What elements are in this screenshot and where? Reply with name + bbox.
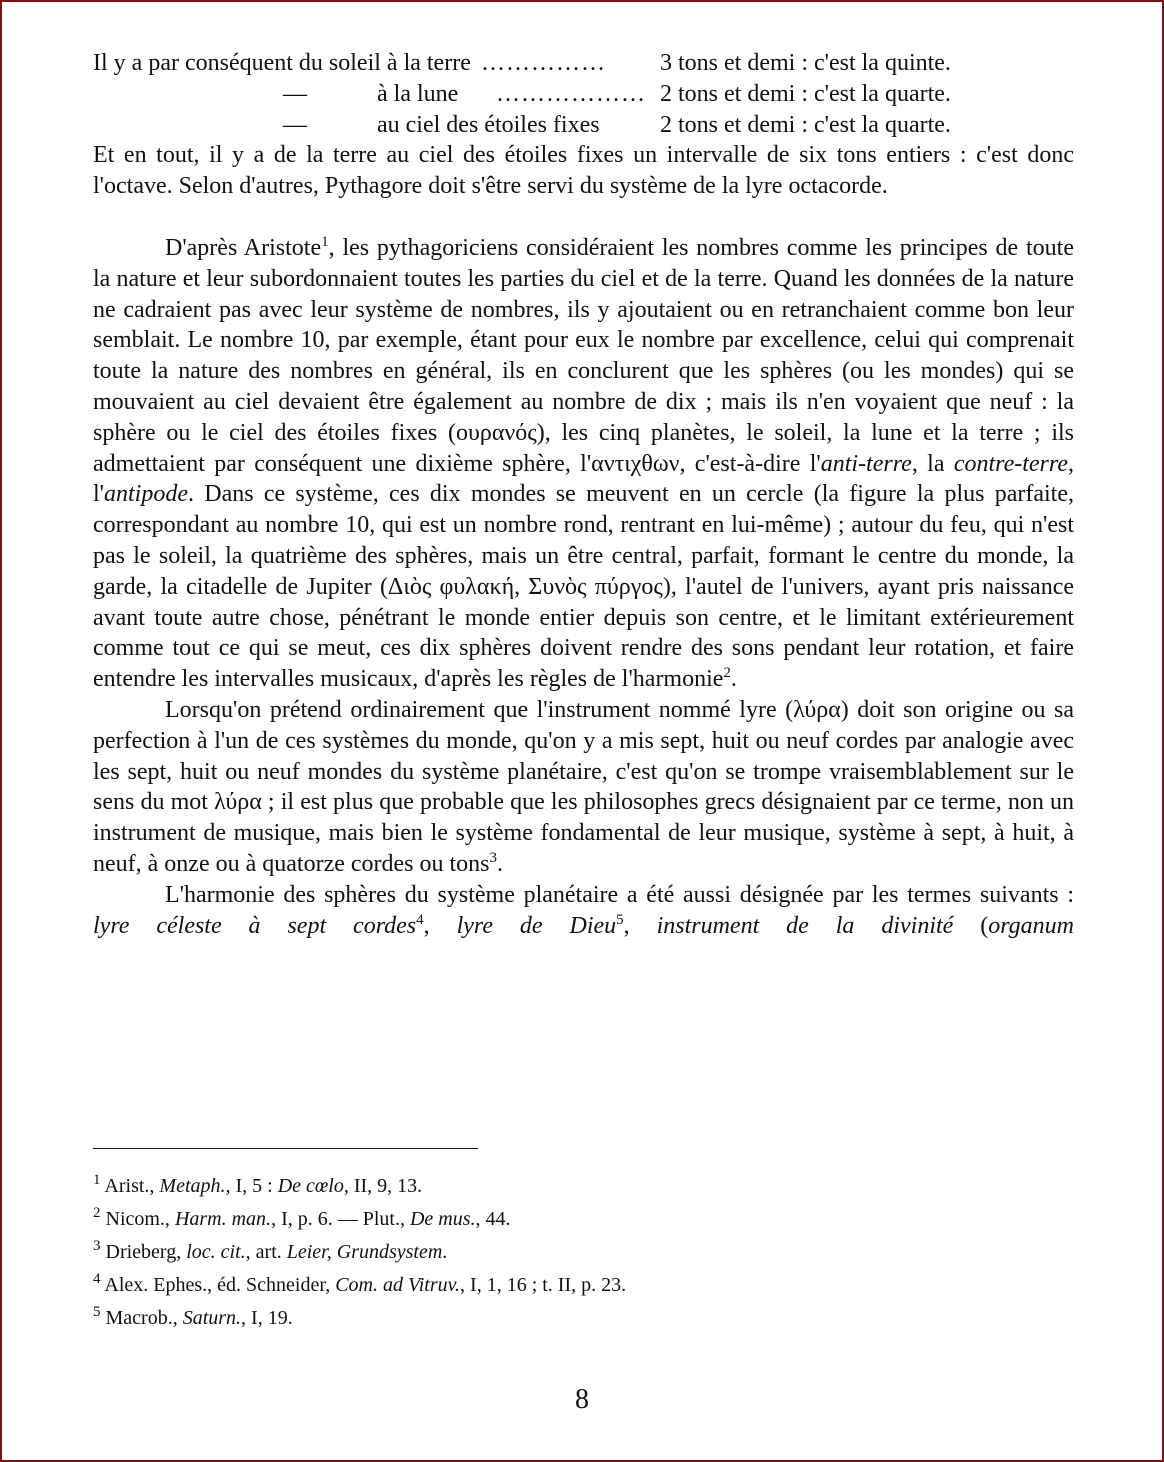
text-run: , 44. <box>475 1208 511 1230</box>
text-run: Drieberg, <box>105 1241 187 1263</box>
text-run: , I, 19. <box>241 1307 293 1329</box>
footnote-number: 3 <box>93 1238 101 1254</box>
paragraph-lyre <box>93 695 1074 880</box>
text-run: , I, p. 6. — Plut., <box>271 1208 410 1230</box>
footnotes <box>93 1170 993 1335</box>
interval-row-etoiles <box>93 110 1074 141</box>
footnote-5 <box>93 1302 993 1335</box>
paragraph-harmonie <box>93 880 1074 942</box>
footnote-2 <box>93 1203 993 1236</box>
text-run: Nicom., <box>105 1208 175 1230</box>
text-run: L'harmonie des sphères du système planétaire a été aussi désignée par les termes suivants : <box>165 881 1074 908</box>
italic-term: organum <box>988 912 1075 939</box>
text-run: , I, 5 : <box>225 1175 278 1197</box>
footnote-3 <box>93 1236 993 1269</box>
leader-dots: ……………… <box>496 80 646 107</box>
italic-term: contre-terre <box>953 450 1068 477</box>
italic-term: Harm. man. <box>174 1208 272 1230</box>
page-number: 8 <box>575 1384 589 1415</box>
footnote-1 <box>93 1170 993 1203</box>
interval-destination: au ciel des étoiles fixes <box>377 111 600 138</box>
paragraph-octave: Et en tout, il y a de la terre au ciel des étoiles fixes un intervalle de six tons entiers : c'est donc l'octave. Selon d'autres, Pythagore doit s'être servi du système de la lyre octacorde. <box>93 142 1074 200</box>
italic-term: lyre de Dieu <box>456 912 617 939</box>
ditto-dash: — <box>283 111 307 138</box>
text-run: . <box>442 1241 448 1263</box>
italic-term: instrument de la divinité <box>656 912 954 939</box>
italic-term: lyre céleste à sept cordes <box>93 912 417 939</box>
text-run: , la <box>911 450 954 477</box>
italic-term: Metaph. <box>159 1175 226 1197</box>
italic-term: Com. ad Vitruv. <box>335 1274 461 1296</box>
paragraph-aristote <box>93 233 1074 695</box>
footnote-number: 4 <box>93 1271 101 1287</box>
italic-term: antipode <box>104 481 188 508</box>
text-run: . <box>730 666 737 693</box>
text-run: , I, 1, 16 ; t. II, p. 23. <box>460 1274 627 1296</box>
footnote-number: 5 <box>93 1304 101 1320</box>
text-run: . Dans ce système, ces dix mondes se meuvent en un cercle (la figure la plus parfaite, correspondant au nombre 10, qui est un nombre rond, rentrant en lui-même) ; autour du feu, qui n'est pas le soleil, la quatrième des sphères, mais un être central, parfait, formant le centre du monde, la garde, la citadelle de Jupiter (Διὸς φυλακή, Συνὸς πύργος), l'autel de l'univers, ayant pris naissance avant toute autre chose, pénétrant le monde entier depuis son centre, et le limitant extérieurement comme tout ce qui se meut, ces dix sphères doivent rendre des sons pendant leur rotation, et faire entendre les intervalles musicaux, d'après les règles de l'harmonie <box>93 481 1074 693</box>
footnote-divider <box>93 1148 478 1149</box>
italic-term: De mus. <box>409 1208 476 1230</box>
italic-term: Saturn. <box>182 1307 242 1329</box>
text-run: Alex. Ephes., éd. Schneider, <box>104 1274 336 1296</box>
text-run: D'après Aristote <box>165 234 322 261</box>
interval-result: 2 tons et demi : c'est la quarte. <box>660 80 951 107</box>
text-run: Macrob., <box>105 1307 183 1329</box>
text-run: , II, 9, 13. <box>343 1175 423 1197</box>
text-run: , l' <box>93 450 1074 508</box>
text-run: , <box>423 912 457 939</box>
footnote-number: 2 <box>93 1205 101 1221</box>
interval-destination: à la lune <box>377 80 459 107</box>
footnote-number: 1 <box>93 1172 101 1188</box>
footnote-4 <box>93 1269 993 1302</box>
footnote-ref-5: 5 <box>616 911 624 928</box>
italic-term: De cœlo <box>277 1175 344 1197</box>
interval-row-lune <box>93 79 1074 110</box>
text-run: Arist., <box>104 1175 160 1197</box>
body-text <box>93 48 1074 941</box>
text-run: , art. <box>245 1241 287 1263</box>
interval-row-terre <box>93 48 1074 79</box>
footnote-ref-1: 1 <box>321 233 329 250</box>
text-run: ( <box>953 912 989 939</box>
italic-term: loc. cit. <box>186 1241 246 1263</box>
ditto-dash: — <box>283 80 307 107</box>
text-run: , les pythagoriciens considéraient les nombres comme les principes de toute la nature et leur subordonnaient toutes les parties du ciel et de la terre. Quand les données de la nature ne cadraient pas avec leur système de nombres, ils y ajoutaient ou en retranchaient comme bon leur semblait. Le nombre 10, par exemple, étant pour eux le nombre par excellence, celui qui comprenait toute la nature des nombres en général, ils en conclurent que les sphères (ou les mondes) qui se mouvaient au ciel devaient être également au nombre de dix ; mais ils n'en voyaient que neuf : la sphère ou le ciel des étoiles fixes (ουρανός), les cinq planètes, le soleil, la lune et la terre ; ils admettaient par conséquent une dixième sphère, l'αντιχθων, c'est-à-dire l' <box>93 234 1075 477</box>
footnote-ref-2: 2 <box>723 665 731 682</box>
text-run: . <box>497 850 504 877</box>
interval-label: Il y a par conséquent du soleil à la terre <box>93 50 471 76</box>
italic-term: anti-terre <box>820 450 912 477</box>
interval-result: 2 tons et demi : c'est la quarte. <box>660 111 951 138</box>
interval-result: 3 tons et demi : c'est la quinte. <box>660 50 951 76</box>
footnote-ref-4: 4 <box>416 911 424 928</box>
leader-dots: …………… <box>481 50 606 76</box>
text-run: Lorsqu'on prétend ordinairement que l'instrument nommé lyre (λύρα) doit son origine ou sa perfection à l'un de ces systèmes du monde, qu'on y a mis sept, huit ou neuf cordes par analogie avec les sept, huit ou neuf mondes du système planétaire, c'est qu'on se trompe vraisemblablement sur le sens du mot λύρα ; il est plus que probable que les philosophes grecs désignaient par ce terme, non un instrument de musique, mais bien le système fondamental de leur musique, système à sept, à huit, à neuf, à onze ou à quatorze cordes ou tons <box>93 696 1074 877</box>
text-run: , <box>623 912 657 939</box>
footnote-ref-3: 3 <box>489 849 498 866</box>
italic-term: Leier, Grundsystem <box>286 1241 443 1263</box>
